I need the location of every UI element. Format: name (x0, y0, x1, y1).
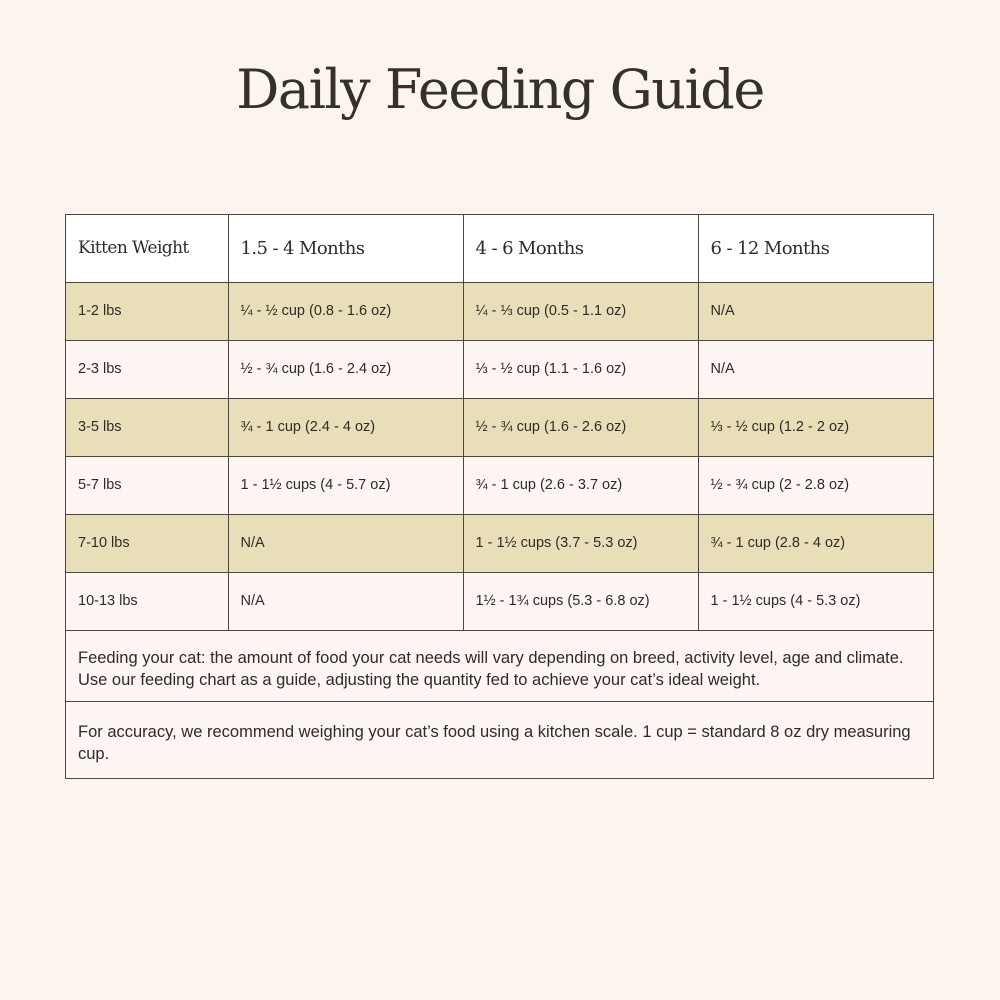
weight-cell: 1-2 lbs (66, 282, 228, 340)
header-6-12-months: 6 - 12 Months (698, 215, 933, 282)
amount-cell: ⅓ - ½ cup (1.1 - 1.6 oz) (463, 340, 698, 398)
header-kitten-weight: Kitten Weight (66, 215, 228, 282)
table-row (66, 398, 933, 456)
amount-cell: 1½ - 1¾ cups (5.3 - 6.8 oz) (463, 572, 698, 630)
amount-cell: ¾ - 1 cup (2.8 - 4 oz) (698, 514, 933, 572)
amount-cell: ½ - ¾ cup (1.6 - 2.6 oz) (463, 398, 698, 456)
amount-cell: ½ - ¾ cup (2 - 2.8 oz) (698, 456, 933, 514)
table-row (66, 282, 933, 340)
feeding-guide (65, 214, 934, 779)
table-row (66, 456, 933, 514)
amount-cell: 1 - 1½ cups (3.7 - 5.3 oz) (463, 514, 698, 572)
amount-cell: ¾ - 1 cup (2.4 - 4 oz) (228, 398, 463, 456)
header-1-5-4-months: 1.5 - 4 Months (228, 215, 463, 282)
page-title: Daily Feeding Guide (236, 58, 764, 121)
feeding-note: Feeding your cat: the amount of food your cat needs will vary depending on breed, activity level, age and climate. Use our feeding chart as a guide, adjusting the quantity fed to achieve your cat’s ideal weight. (66, 631, 933, 701)
feeding-table (66, 215, 933, 631)
weight-cell: 7-10 lbs (66, 514, 228, 572)
amount-cell: ¼ - ½ cup (0.8 - 1.6 oz) (228, 282, 463, 340)
weight-cell: 5-7 lbs (66, 456, 228, 514)
amount-cell: ¾ - 1 cup (2.6 - 3.7 oz) (463, 456, 698, 514)
table-row (66, 340, 933, 398)
amount-cell: N/A (698, 340, 933, 398)
amount-cell: N/A (228, 514, 463, 572)
weight-cell: 2-3 lbs (66, 340, 228, 398)
header-row (66, 215, 933, 282)
amount-cell: 1 - 1½ cups (4 - 5.7 oz) (228, 456, 463, 514)
amount-cell: N/A (228, 572, 463, 630)
header-4-6-months: 4 - 6 Months (463, 215, 698, 282)
table-row (66, 514, 933, 572)
amount-cell: ⅓ - ½ cup (1.2 - 2 oz) (698, 398, 933, 456)
weight-cell: 3-5 lbs (66, 398, 228, 456)
weight-cell: 10-13 lbs (66, 572, 228, 630)
accuracy-note: For accuracy, we recommend weighing your cat’s food using a kitchen scale. 1 cup = standard 8 oz dry measuring cup. (66, 701, 933, 778)
amount-cell: 1 - 1½ cups (4 - 5.3 oz) (698, 572, 933, 630)
amount-cell: ¼ - ⅓ cup (0.5 - 1.1 oz) (463, 282, 698, 340)
amount-cell: N/A (698, 282, 933, 340)
table-row (66, 572, 933, 630)
amount-cell: ½ - ¾ cup (1.6 - 2.4 oz) (228, 340, 463, 398)
